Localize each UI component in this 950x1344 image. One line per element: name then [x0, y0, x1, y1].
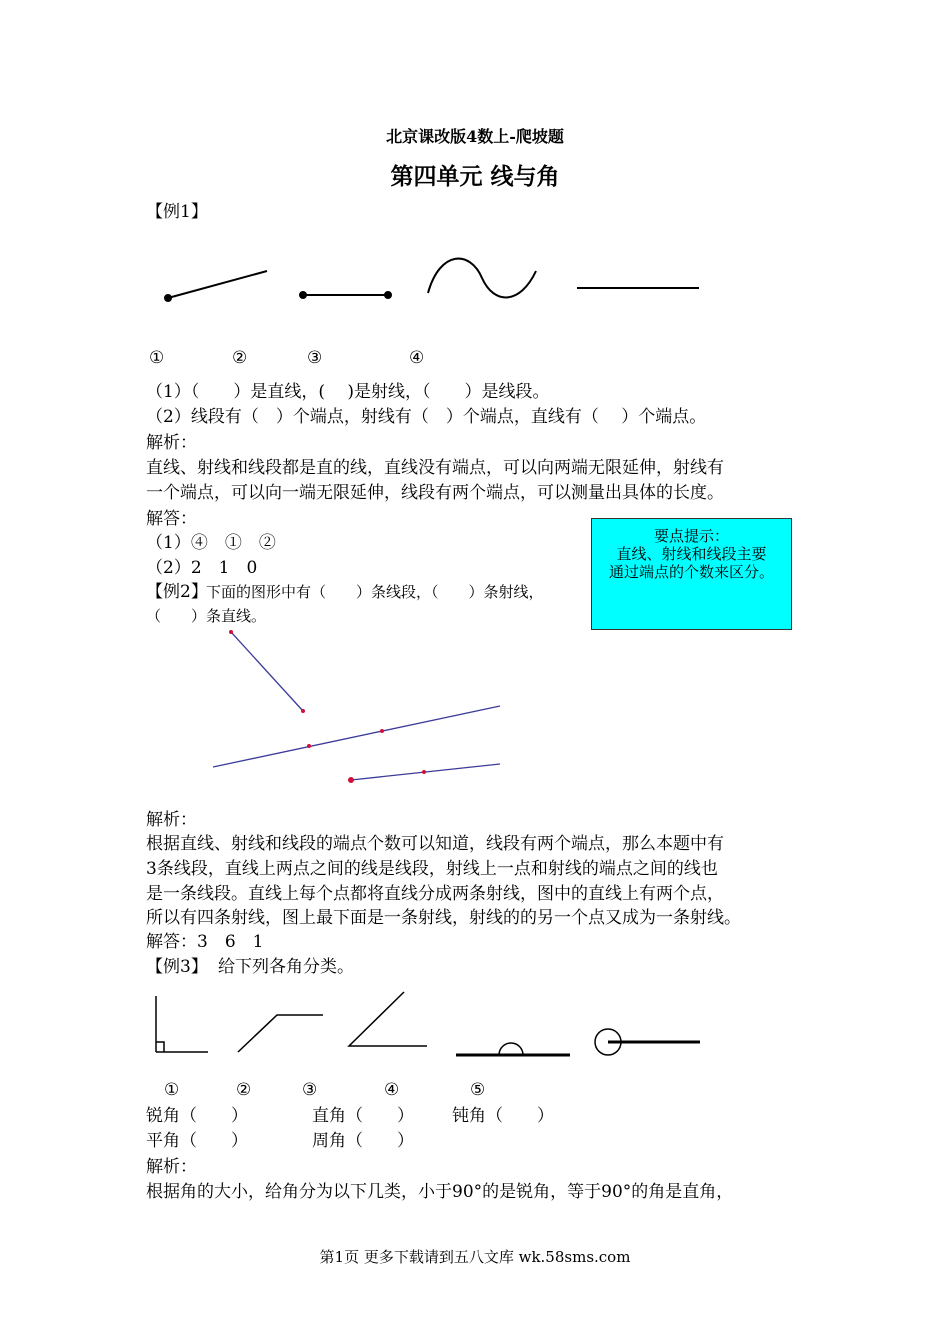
analysis-label: 解析：: [146, 433, 197, 453]
point: [301, 709, 305, 713]
analysis-line: 直线、射线和线段都是直的线，直线没有端点，可以向两端无限延伸，射线有: [146, 458, 724, 478]
angle-acute: [349, 992, 427, 1046]
example1-question1: （1）（ ）是直线，( )是射线，（ ）是线段。: [146, 382, 550, 402]
classify-full: 周角（ ）: [312, 1131, 414, 1151]
example1-question2: （2）线段有（ ）个端点，射线有（ ）个端点，直线有（ ）个端点。: [146, 407, 707, 427]
angle-right: [156, 996, 208, 1052]
classify-obtuse: 钝角（ ）: [452, 1106, 554, 1126]
analysis-label: 解析：: [146, 810, 197, 830]
tip-box: [591, 518, 792, 630]
tip-title: 要点提示：: [653, 527, 729, 545]
analysis-line: 根据角的大小，给角分为以下几类，小于90°的是锐角，等于90°的角是直角，: [146, 1182, 734, 1202]
example3-question: 给下列各角分类。: [218, 957, 354, 977]
analysis-line: 是一条线段。直线上每个点都将直线分成两条射线，图中的直线上有两个点，: [146, 884, 724, 904]
answer-line: 解答：3 6 1: [146, 932, 264, 952]
line-middle: [213, 706, 500, 767]
example3-figures: [156, 992, 700, 1055]
angle-full: [595, 1029, 700, 1055]
fig2-number: ②: [232, 348, 248, 368]
angle1-number: ①: [164, 1080, 180, 1100]
fig4-number: ④: [409, 348, 425, 368]
document-subtitle: 北京课改版4数上-爬坡题: [386, 127, 564, 146]
example2-figures: [213, 630, 500, 783]
example1-label: 【例1】: [146, 202, 208, 222]
fig1-number: ①: [149, 348, 165, 368]
classify-right: 直角（ ）: [312, 1106, 414, 1126]
example2-question: 下面的图形中有（ ）条线段，（ ）条射线，: [206, 583, 544, 601]
segment-upper: [231, 632, 303, 711]
point: [422, 770, 426, 774]
angle-straight: [456, 1043, 570, 1055]
analysis-line: 根据直线、射线和线段的端点个数可以知道，线段有两个端点，那么本题中有: [146, 834, 724, 854]
analysis-label: 解析：: [146, 1157, 197, 1177]
analysis-line: 所以有四条射线，图上最下面是一条射线，射线的的另一个点又成为一条射线。: [146, 908, 741, 928]
answer-label: 解答：: [146, 509, 197, 529]
answer-line: （2）2 1 0: [146, 558, 258, 578]
classify-acute: 锐角（ ）: [146, 1106, 248, 1126]
angle4-number: ④: [384, 1080, 400, 1100]
figure-ray: [165, 271, 267, 301]
point: [307, 744, 311, 748]
figure-curve: [428, 259, 536, 298]
angle-obtuse: [238, 1015, 323, 1052]
example2-label: 【例2】: [146, 582, 208, 602]
analysis-line: 一个端点，可以向一端无限延伸，线段有两个端点，可以测量出具体的长度。: [146, 483, 724, 503]
angle2-number: ②: [236, 1080, 252, 1100]
tip-line: 直线、射线和线段主要: [616, 545, 767, 563]
point: [348, 777, 354, 783]
classify-straight: 平角（ ）: [146, 1131, 248, 1151]
point: [380, 729, 384, 733]
figure-segment: [300, 292, 391, 298]
example3-label: 【例3】: [146, 957, 208, 977]
document-title: 第四单元 线与角: [390, 163, 560, 190]
answer-line: （1）④ ① ②: [146, 533, 276, 553]
fig3-number: ③: [307, 348, 323, 368]
page-footer: 第1页 更多下载请到五八文库 wk.58sms.com: [319, 1248, 631, 1266]
example2-question: （ ）条直线。: [146, 607, 267, 625]
angle3-number: ③: [302, 1080, 318, 1100]
tip-line: 通过端点的个数来区分。: [608, 563, 774, 581]
angle5-number: ⑤: [470, 1080, 486, 1100]
point: [229, 630, 233, 634]
analysis-line: 3条线段，直线上两点之间的线是线段，射线上一点和射线的端点之间的线也: [146, 859, 718, 879]
example1-figures: [165, 259, 699, 301]
